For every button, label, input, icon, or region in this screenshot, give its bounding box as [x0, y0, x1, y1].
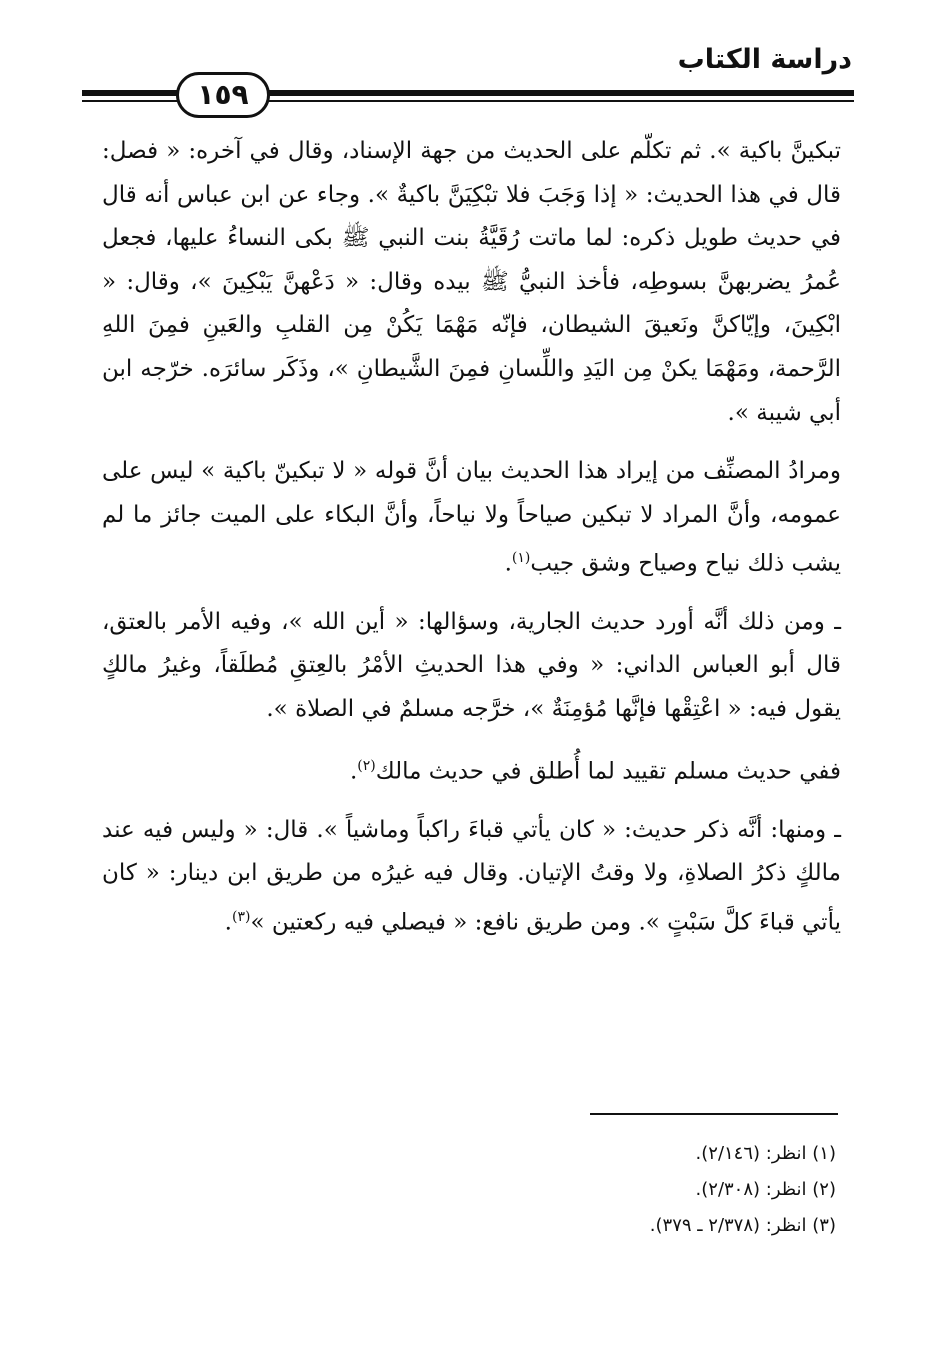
- paragraph-3: [102, 601, 841, 732]
- footnotes: [650, 1136, 836, 1244]
- paragraph-text: تبكينَّ باكية ». ثم تكلّم على الحديث من جهة الإسناد، وقال في آخره: « فصل: قال في هذا الحديث: « إذا وَجَبَ فلا تبْكِيَنَّ باكيةٌ ». وجاء عن ابن عباس أنه قال في حديث طويل ذكره: لما ماتت رُقَيَّةُ بنت النبي ﷺ بكى النساءُ عليها، فجعل عُمرُ يضربهنَّ بسوطِه، فأخذ النبيُّ ﷺ بيده وقال: « دَعْهنَّ يَبْكِينَ »، وقال: « ابْكِينَ، وإيّاكنَّ ونَعيقَ الشيطان، فإنّه مَهْمَا يَكُنْ مِن القلبِ والعَينِ فمِنَ اللهِ الرَّحمة، ومَهْمَا يكنْ مِن اليَدِ واللِّسانِ فمِنَ الشَّيطانِ »، وذَكَر سائرَه. خرّجه ابن أبي شيبة ».: [102, 138, 841, 426]
- paragraph-5: [102, 809, 841, 945]
- paragraph-text: ومرادُ المصنِّف من إيراد هذا الحديث بيان أنَّ قوله « لا تبكينّ باكية » ليس على عمومه، وأنَّ المراد لا تبكين صياحاً ولا نياحاً، وأنَّ البكاء على الميت جائز ما لم يشب ذلك نياح وصياح وشق جيب: [102, 458, 841, 577]
- page-number: ١٥٩: [176, 72, 270, 118]
- page-body: [102, 130, 841, 945]
- paragraph-2: [102, 450, 841, 586]
- paragraph-end: .: [504, 551, 512, 577]
- footnote-ref-2: (٢): [357, 758, 376, 775]
- footnote-2: (٢) انظر: (٢/٣٠٨).: [695, 1179, 836, 1200]
- footnote-ref-3: (٣): [231, 908, 251, 925]
- footnote-separator: [590, 1113, 838, 1115]
- footnote-1: (١) انظر: (٢/١٤٦).: [695, 1143, 836, 1164]
- footnote-3: (٣) انظر: (٢/٣٧٨ ـ ٣٧٩).: [649, 1215, 836, 1236]
- paragraph-end: .: [224, 909, 232, 936]
- running-head: دراسة الكتاب: [677, 44, 852, 75]
- footnote-ref-1: (١): [511, 550, 531, 567]
- paragraph-1: [102, 130, 841, 435]
- paragraph-text: ـ ومنها: أنَّه ذكر حديث: « كان يأتي قباءَ راكباً وماشياً ». قال: « وليس فيه عند مالكٍ ذكرُ الصلاةِ، ولا وقتُ الإتيان. وقال فيه غيرُه من طريق ابن دينار: « كان يأتي قباءَ كلَّ سَبْتٍ ». ومن طريق نافع: « فيصلي فيه ركعتين »: [102, 816, 841, 936]
- paragraph-4: [102, 745, 841, 794]
- paragraph-text: ـ ومن ذلك أنَّه أورد حديث الجارية، وسؤالها: « أين الله »، وفيه الأمر بالعتق، قال أبو العباس الداني: « وفي هذا الحديثِ الأمْرُ بالعِتقِ مُطلَقاً، وغيرُ مالكٍ يقول فيه: « اعْتِقْها فإنَّها مُؤمِنَةٌ »، خرَّجه مسلمٌ في الصلاة ».: [102, 608, 841, 722]
- paragraph-end: .: [349, 759, 358, 786]
- paragraph-text: ففي حديث مسلم تقييد لما أُطلق في حديث مالك: [375, 759, 841, 786]
